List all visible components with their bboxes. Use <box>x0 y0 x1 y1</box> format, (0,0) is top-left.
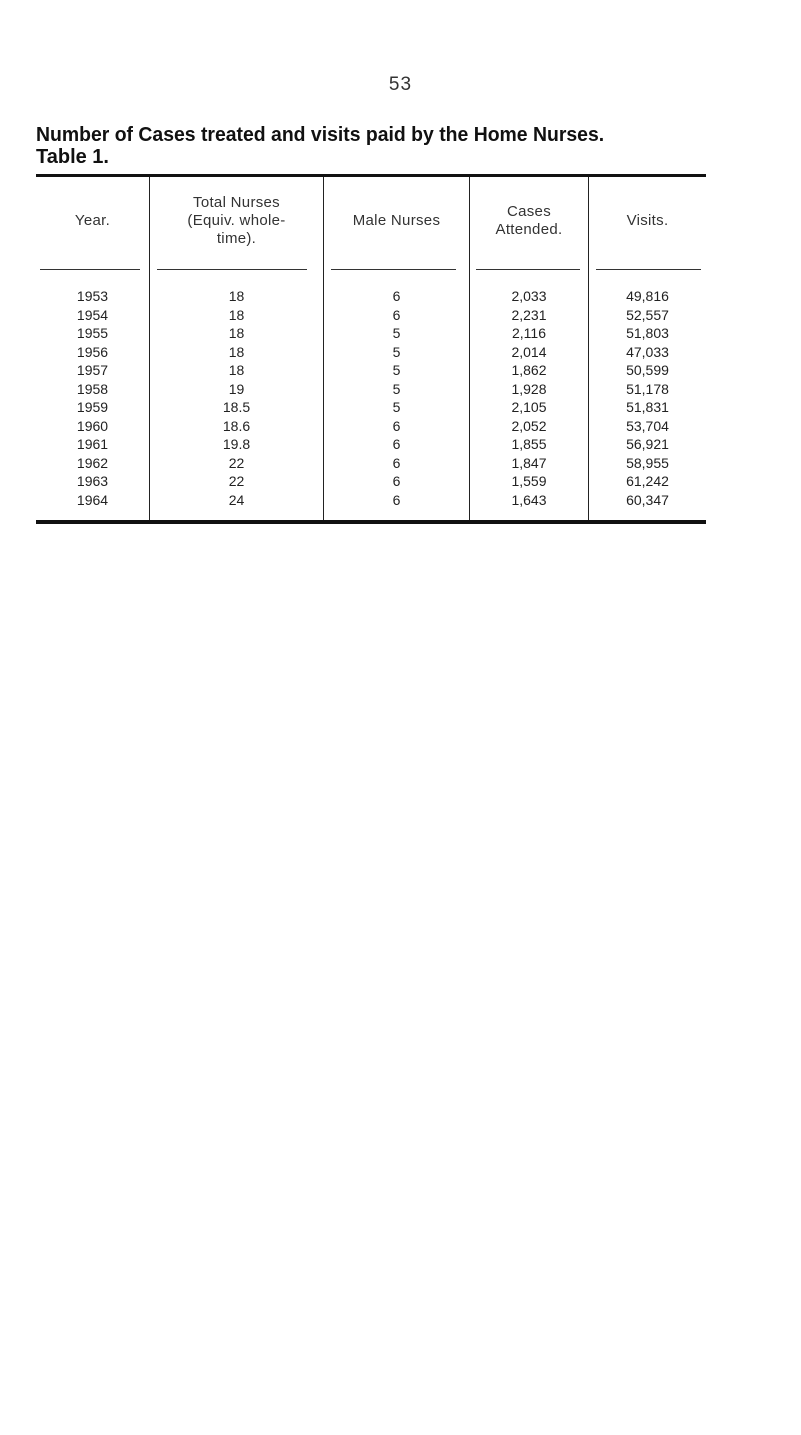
visits-cell: 52,557 <box>626 306 669 323</box>
header-cases-attended: Cases Attended. <box>495 203 563 238</box>
total-nurses-cell: 18.5 <box>222 399 251 415</box>
table-row <box>36 380 706 399</box>
year-cell: 1958 <box>76 380 109 397</box>
table-row <box>36 472 706 491</box>
male-nurses-cell: 5 <box>392 380 401 397</box>
cases-attended-cell: 1,643 <box>511 491 547 508</box>
table-row <box>36 324 706 343</box>
year-cell: 1955 <box>76 325 109 341</box>
table-row <box>36 435 706 454</box>
table-bottom-rule <box>36 520 706 524</box>
total-nurses-cell: 18.6 <box>222 417 251 434</box>
nurses-table <box>36 174 706 524</box>
visits-cell: 47,033 <box>626 343 669 360</box>
visits-cell: 51,803 <box>626 325 669 341</box>
year-cell: 1954 <box>76 306 109 323</box>
total-nurses-cell: 24 <box>228 491 245 508</box>
total-nurses-cell: 19.8 <box>222 436 251 452</box>
table-row <box>36 398 706 417</box>
year-cell: 1957 <box>76 362 109 378</box>
cases-attended-cell: 1,855 <box>511 436 547 452</box>
year-cell: 1956 <box>76 343 109 360</box>
visits-cell: 50,599 <box>626 362 669 378</box>
year-cell: 1960 <box>76 417 109 434</box>
visits-cell: 61,242 <box>626 473 669 489</box>
visits-cell: 56,921 <box>626 436 669 452</box>
header-total-nurses: Total Nurses (Equiv. whole-time). <box>187 194 286 247</box>
total-nurses-cell: 22 <box>228 454 245 471</box>
male-nurses-cell: 6 <box>392 288 401 304</box>
cases-attended-cell: 2,052 <box>511 417 547 434</box>
year-cell: 1964 <box>76 491 109 508</box>
male-nurses-cell: 6 <box>392 491 401 508</box>
total-nurses-cell: 18 <box>228 288 245 304</box>
total-nurses-cell: 22 <box>228 473 245 489</box>
header-underline <box>40 269 140 270</box>
male-nurses-cell: 6 <box>392 417 401 434</box>
table-row <box>36 491 706 510</box>
male-nurses-cell: 5 <box>392 399 401 415</box>
table-row <box>36 306 706 325</box>
total-nurses-cell: 18 <box>228 325 245 341</box>
year-cell: 1963 <box>76 473 109 489</box>
page-number: 53 <box>388 74 413 95</box>
year-cell: 1959 <box>76 399 109 415</box>
visits-cell: 51,178 <box>626 380 669 397</box>
header-visits: Visits. <box>626 212 669 229</box>
year-cell: 1962 <box>76 454 109 471</box>
male-nurses-cell: 5 <box>392 362 401 378</box>
header-male-nurses: Male Nurses <box>352 212 441 229</box>
total-nurses-cell: 18 <box>228 343 245 360</box>
male-nurses-cell: 6 <box>392 473 401 489</box>
male-nurses-cell: 6 <box>392 436 401 452</box>
header-underline <box>596 269 701 270</box>
total-nurses-cell: 18 <box>228 362 245 378</box>
male-nurses-cell: 5 <box>392 343 401 360</box>
table-row <box>36 287 706 306</box>
visits-cell: 60,347 <box>626 491 669 508</box>
table-row <box>36 454 706 473</box>
cases-attended-cell: 1,847 <box>511 454 547 471</box>
visits-cell: 53,704 <box>626 417 669 434</box>
cases-attended-cell: 2,033 <box>511 288 547 304</box>
header-underline <box>331 269 456 270</box>
total-nurses-cell: 19 <box>228 380 245 397</box>
year-cell: 1953 <box>76 288 109 304</box>
year-cell: 1961 <box>76 436 109 452</box>
cases-attended-cell: 1,559 <box>511 473 547 489</box>
total-nurses-cell: 18 <box>228 306 245 323</box>
table-subtitle: Table 1. <box>36 146 109 168</box>
table-row <box>36 361 706 380</box>
visits-cell: 58,955 <box>626 454 669 471</box>
male-nurses-cell: 5 <box>392 325 401 341</box>
visits-cell: 49,816 <box>626 288 669 304</box>
table-body <box>36 287 706 509</box>
cases-attended-cell: 2,231 <box>511 306 547 323</box>
cases-attended-cell: 2,014 <box>511 343 547 360</box>
cases-attended-cell: 2,116 <box>512 325 546 341</box>
table-top-rule <box>36 174 706 177</box>
cases-attended-cell: 2,105 <box>511 399 547 415</box>
cases-attended-cell: 1,928 <box>511 380 547 397</box>
header-underline <box>157 269 307 270</box>
visits-cell: 51,831 <box>626 399 669 415</box>
table-row <box>36 343 706 362</box>
header-underline <box>476 269 580 270</box>
table-title: Number of Cases treated and visits paid by the Home Nurses. <box>36 124 605 146</box>
header-year: Year. <box>74 212 111 229</box>
table-row <box>36 417 706 436</box>
male-nurses-cell: 6 <box>392 454 401 471</box>
male-nurses-cell: 6 <box>392 306 401 323</box>
cases-attended-cell: 1,862 <box>511 362 547 378</box>
